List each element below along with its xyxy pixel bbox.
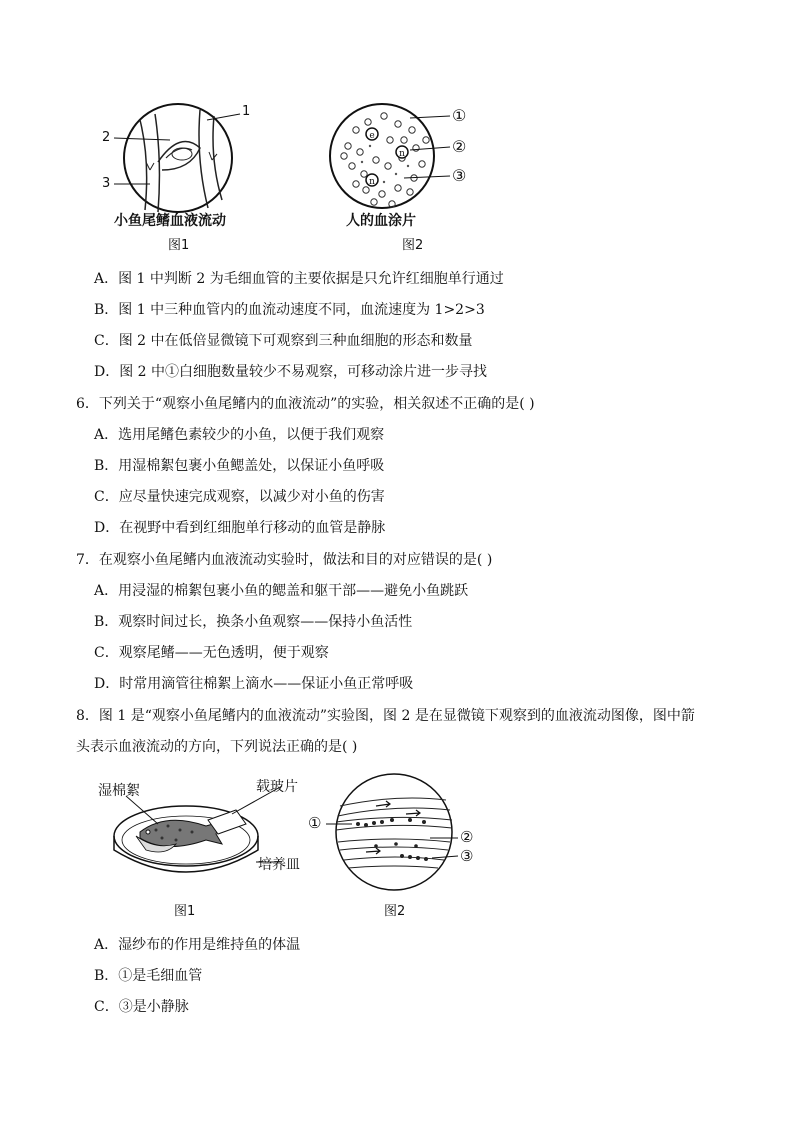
label-wet-cotton: 湿棉絮 <box>98 783 140 799</box>
microscope-blood-flow-diagram <box>306 770 486 920</box>
bottom-fig2-caption: 图2 <box>384 904 406 919</box>
q7-option-a: A．用浸湿的棉絮包裹小鱼的鳃盖和躯干部——避免小鱼跳跃 <box>94 583 469 599</box>
q8-stem-line1: 8．图 1 是“观察小鱼尾鳍内的血液流动”实验图，图 2 是在显微镜下观察到的血液流动图像，图中箭 <box>76 708 695 724</box>
bottom-fig1-caption: 图1 <box>174 904 196 919</box>
q8-option-c: C．③是小静脉 <box>94 999 189 1015</box>
svg-text:e: e <box>369 131 375 141</box>
q7-stem: 7．在观察小鱼尾鳍内血液流动实验时，做法和目的对应错误的是( ) <box>76 552 493 568</box>
bottom-fig2-label-2: ② <box>460 828 474 846</box>
q7-option-c: C．观察尾鳍——无色透明，便于观察 <box>94 645 329 661</box>
fig1-caption: 图1 <box>168 238 190 253</box>
fig1-label-1: 1 <box>242 104 251 119</box>
top-figure-1 <box>100 100 270 260</box>
top-figure-2 <box>326 100 486 260</box>
label-glass-slide: 载玻片 <box>256 779 298 795</box>
q5-option-a: A．图 1 中判断 2 为毛细血管的主要依据是只允许红细胞单行通过 <box>94 271 504 287</box>
fig2-caption: 图2 <box>402 238 424 253</box>
q6-option-d: D．在视野中看到红细胞单行移动的血管是静脉 <box>94 520 386 536</box>
q5-option-b: B．图 1 中三种血管内的血流动速度不同，血流速度为 1>2>3 <box>94 302 485 318</box>
q7-option-b: B．观察时间过长，换条小鱼观察——保持小鱼活性 <box>94 614 413 630</box>
label-petri-dish: 培养皿 <box>258 857 300 873</box>
fig1-label-3: 3 <box>102 176 111 191</box>
q8-option-a: A．湿纱布的作用是维持鱼的体温 <box>94 937 301 953</box>
q7-option-d: D．时常用滴管往棉絮上滴水——保证小鱼正常呼吸 <box>94 676 414 692</box>
q5-option-c: C．图 2 中在低倍显微镜下可观察到三种血细胞的形态和数量 <box>94 333 473 349</box>
q6-option-a: A．选用尾鳍色素较少的小鱼，以便于我们观察 <box>94 427 385 443</box>
svg-text:n: n <box>399 149 405 159</box>
q8-stem-line2: 头表示血液流动的方向，下列说法正确的是( ) <box>76 739 358 755</box>
fig1-subtitle: 小鱼尾鳍血液流动 <box>114 213 226 229</box>
bottom-figure-1 <box>96 770 316 920</box>
q8-option-b: B．①是毛细血管 <box>94 968 203 984</box>
fig1-label-2: 2 <box>102 130 111 145</box>
svg-text:n: n <box>369 177 375 187</box>
fig2-label-1: ① <box>452 106 467 125</box>
fig2-label-3: ③ <box>452 166 467 185</box>
q6-option-b: B．用湿棉絮包裹小鱼鳃盖处，以保证小鱼呼吸 <box>94 458 385 474</box>
fig2-label-2: ② <box>452 137 467 156</box>
q5-option-d: D．图 2 中①白细胞数量较少不易观察，可移动涂片进一步寻找 <box>94 364 488 380</box>
q6-stem: 6．下列关于“观察小鱼尾鳍内的血液流动”的实验，相关叙述不正确的是( ) <box>76 396 535 412</box>
bottom-figure-2 <box>306 770 486 920</box>
fig2-subtitle: 人的血涂片 <box>346 213 416 229</box>
bottom-fig2-label-3: ③ <box>460 847 474 865</box>
q6-option-c: C．应尽量快速完成观察，以减少对小鱼的伤害 <box>94 489 385 505</box>
bottom-fig2-label-1: ① <box>308 814 322 832</box>
